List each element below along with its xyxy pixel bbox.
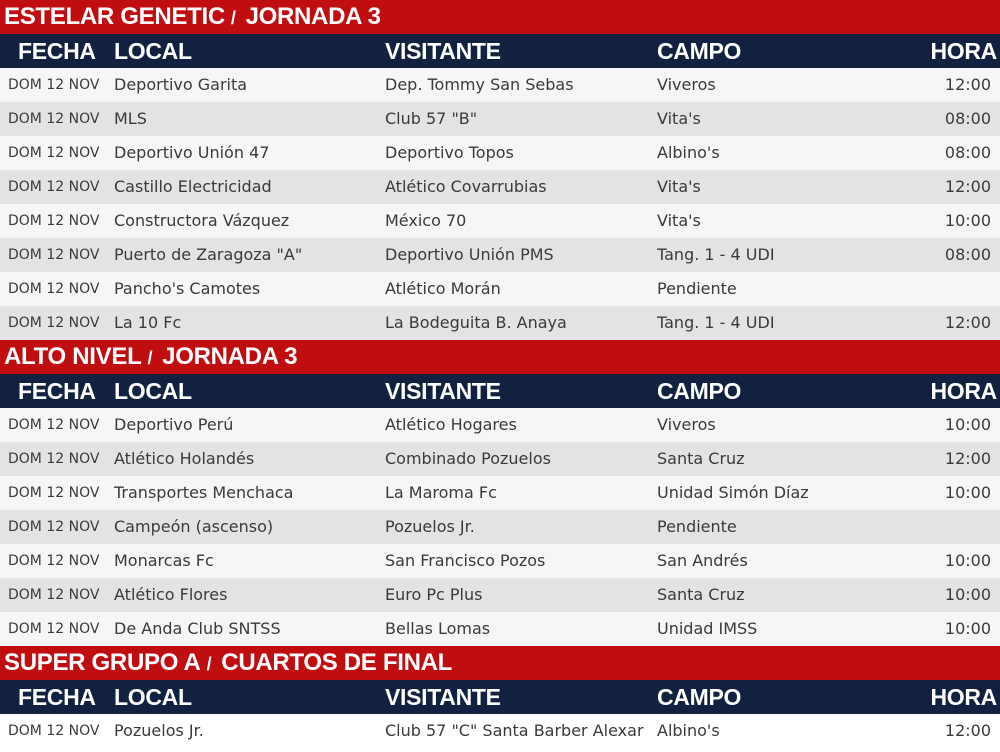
section-name: SUPER GRUPO A xyxy=(4,649,201,676)
match-hora: 12:00 xyxy=(944,721,991,740)
match-local: Transportes Menchaca xyxy=(114,483,294,502)
header-local: LOCAL xyxy=(114,38,192,64)
match-campo: Vita's xyxy=(657,177,701,196)
match-campo: Tang. 1 - 4 UDI xyxy=(657,245,775,264)
match-campo: Pendiente xyxy=(657,279,737,298)
match-fecha: DOM 12 NOV xyxy=(8,281,100,297)
match-fecha: DOM 12 NOV xyxy=(8,417,100,433)
section-round: CUARTOS DE FINAL xyxy=(221,649,453,676)
schedule-section xyxy=(0,340,1000,646)
match-visitante: México 70 xyxy=(385,211,467,230)
match-hora: 12:00 xyxy=(944,177,991,196)
schedule-section xyxy=(0,0,1000,340)
match-row xyxy=(0,408,1000,442)
match-local: Constructora Vázquez xyxy=(114,211,290,230)
match-fecha: DOM 12 NOV xyxy=(8,145,100,161)
match-visitante: Deportivo Unión PMS xyxy=(385,245,554,264)
match-hora: 10:00 xyxy=(944,585,991,604)
match-campo: Viveros xyxy=(657,75,716,94)
match-row xyxy=(0,510,1000,544)
match-row xyxy=(0,204,1000,238)
match-row xyxy=(0,272,1000,306)
match-row xyxy=(0,102,1000,136)
match-visitante: Club 57 "C" Santa Barber Alexar xyxy=(385,721,644,740)
match-visitante: Atlético Covarrubias xyxy=(385,177,547,196)
match-row xyxy=(0,578,1000,612)
header-fecha: FECHA xyxy=(18,38,96,64)
match-visitante: Bellas Lomas xyxy=(385,619,491,638)
match-visitante: La Maroma Fc xyxy=(385,483,497,502)
table-header xyxy=(0,34,1000,68)
section-title xyxy=(0,0,1000,34)
match-local: La 10 Fc xyxy=(114,313,182,332)
header-fecha: FECHA xyxy=(18,684,96,710)
section-title xyxy=(0,340,1000,374)
match-local: Atlético Holandés xyxy=(114,449,255,468)
match-visitante: Euro Pc Plus xyxy=(385,585,483,604)
match-fecha: DOM 12 NOV xyxy=(8,111,100,127)
match-row xyxy=(0,544,1000,578)
match-fecha: DOM 12 NOV xyxy=(8,213,100,229)
match-fecha: DOM 12 NOV xyxy=(8,451,100,467)
match-campo: Santa Cruz xyxy=(657,585,745,604)
match-visitante: Pozuelos Jr. xyxy=(385,517,475,536)
header-fecha: FECHA xyxy=(18,378,96,404)
match-local: Pozuelos Jr. xyxy=(114,721,204,740)
match-fecha: DOM 12 NOV xyxy=(8,77,100,93)
header-visitante: VISITANTE xyxy=(385,378,501,404)
section-name: ALTO NIVEL xyxy=(4,343,142,370)
match-hora: 10:00 xyxy=(944,415,991,434)
match-fecha: DOM 12 NOV xyxy=(8,723,100,739)
match-visitante: Atlético Morán xyxy=(385,279,501,298)
match-local: De Anda Club SNTSS xyxy=(114,619,281,638)
match-campo: Albino's xyxy=(657,143,720,162)
match-local: Pancho's Camotes xyxy=(114,279,261,298)
match-campo: Unidad IMSS xyxy=(657,619,758,638)
match-campo: Vita's xyxy=(657,211,701,230)
match-hora: 12:00 xyxy=(944,75,991,94)
match-local: Monarcas Fc xyxy=(114,551,214,570)
match-campo: Pendiente xyxy=(657,517,737,536)
table-header xyxy=(0,680,1000,714)
match-hora: 12:00 xyxy=(944,449,991,468)
match-visitante: Combinado Pozuelos xyxy=(385,449,551,468)
match-fecha: DOM 12 NOV xyxy=(8,179,100,195)
match-row xyxy=(0,442,1000,476)
match-local: Deportivo Garita xyxy=(114,75,248,94)
match-fecha: DOM 12 NOV xyxy=(8,247,100,263)
match-visitante: Atlético Hogares xyxy=(385,415,517,434)
match-campo: Viveros xyxy=(657,415,716,434)
match-visitante: Dep. Tommy San Sebas xyxy=(385,75,574,94)
header-campo: CAMPO xyxy=(657,38,742,64)
match-hora: 08:00 xyxy=(944,143,991,162)
match-row xyxy=(0,238,1000,272)
header-visitante: VISITANTE xyxy=(385,684,501,710)
match-hora: 10:00 xyxy=(944,551,991,570)
section-name: ESTELAR GENETIC xyxy=(4,3,225,30)
header-hora: HORA xyxy=(930,38,997,64)
match-fecha: DOM 12 NOV xyxy=(8,485,100,501)
match-campo: San Andrés xyxy=(657,551,748,570)
match-visitante: Deportivo Topos xyxy=(385,143,514,162)
match-hora: 08:00 xyxy=(944,109,991,128)
header-campo: CAMPO xyxy=(657,378,742,404)
title-separator: / xyxy=(147,348,153,368)
match-row xyxy=(0,306,1000,340)
match-local: MLS xyxy=(114,109,147,128)
match-visitante: Club 57 "B" xyxy=(385,109,478,128)
schedule-section xyxy=(0,646,1000,748)
title-separator: / xyxy=(206,654,212,674)
match-local: Deportivo Perú xyxy=(114,415,234,434)
match-campo: Tang. 1 - 4 UDI xyxy=(657,313,775,332)
match-row xyxy=(0,476,1000,510)
match-campo: Santa Cruz xyxy=(657,449,745,468)
match-hora: 10:00 xyxy=(944,483,991,502)
match-campo: Albino's xyxy=(657,721,720,740)
match-fecha: DOM 12 NOV xyxy=(8,315,100,331)
match-local: Castillo Electricidad xyxy=(114,177,272,196)
match-campo: Unidad Simón Díaz xyxy=(657,483,809,502)
match-local: Atlético Flores xyxy=(114,585,228,604)
match-campo: Vita's xyxy=(657,109,701,128)
table-header xyxy=(0,374,1000,408)
section-round: JORNADA 3 xyxy=(162,343,298,370)
match-hora: 10:00 xyxy=(944,211,991,230)
section-round: JORNADA 3 xyxy=(245,3,381,30)
header-visitante: VISITANTE xyxy=(385,38,501,64)
match-row xyxy=(0,170,1000,204)
section-title xyxy=(0,646,1000,680)
match-local: Puerto de Zaragoza "A" xyxy=(114,245,303,264)
match-fecha: DOM 12 NOV xyxy=(8,519,100,535)
match-fecha: DOM 12 NOV xyxy=(8,621,100,637)
header-hora: HORA xyxy=(930,378,997,404)
match-row xyxy=(0,714,1000,748)
match-row xyxy=(0,68,1000,102)
match-row xyxy=(0,136,1000,170)
header-campo: CAMPO xyxy=(657,684,742,710)
match-hora: 08:00 xyxy=(944,245,991,264)
match-local: Deportivo Unión 47 xyxy=(114,143,270,162)
header-local: LOCAL xyxy=(114,684,192,710)
match-visitante: San Francisco Pozos xyxy=(385,551,546,570)
match-hora: 10:00 xyxy=(944,619,991,638)
match-hora: 12:00 xyxy=(944,313,991,332)
match-row xyxy=(0,612,1000,646)
match-local: Campeón (ascenso) xyxy=(114,517,274,536)
title-separator: / xyxy=(230,8,236,28)
match-fecha: DOM 12 NOV xyxy=(8,587,100,603)
header-hora: HORA xyxy=(930,684,997,710)
header-local: LOCAL xyxy=(114,378,192,404)
match-visitante: La Bodeguita B. Anaya xyxy=(385,313,567,332)
match-fecha: DOM 12 NOV xyxy=(8,553,100,569)
